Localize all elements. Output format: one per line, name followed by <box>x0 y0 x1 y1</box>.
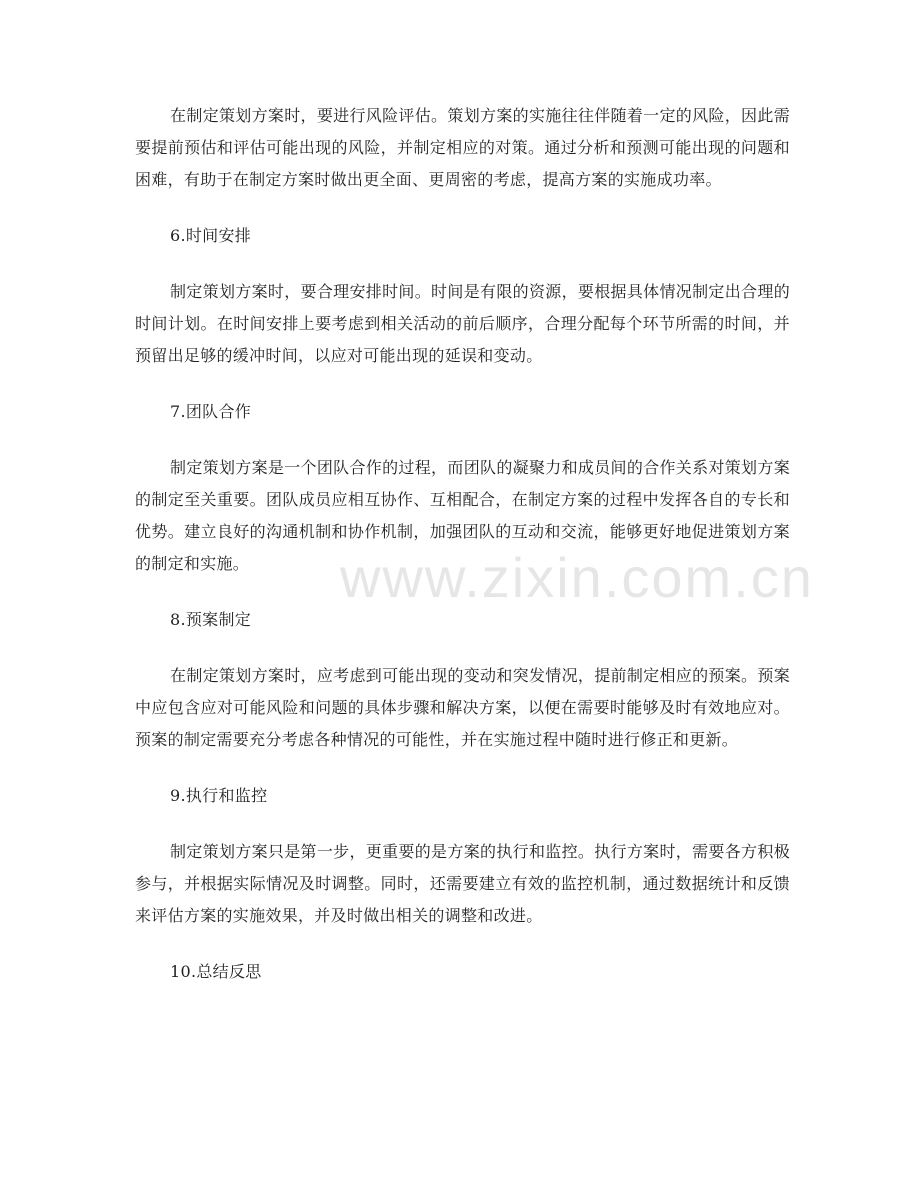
paragraph-time-schedule: 制定策划方案时，要合理安排时间。时间是有限的资源，要根据具体情况制定出合理的时间计划。在时间安排上要考虑到相关活动的前后顺序，合理分配每个环节所需的时间，并预留出足够的缓冲时间，以应对可能出现的延误和变动。 <box>135 282 790 365</box>
heading-summary-reflection: 10.总结反思 <box>170 962 262 981</box>
heading-execution-monitoring: 9.执行和监控 <box>170 786 268 805</box>
document-body <box>135 100 790 1012</box>
paragraph-contingency-plan: 在制定策划方案时，应考虑到可能出现的变动和突发情况，提前制定相应的预案。预案中应包含应对可能风险和问题的具体步骤和解决方案，以便在需要时能够及时有效地应对。预案的制定需要充分考虑各种情况的可能性，并在实施过程中随时进行修正和更新。 <box>135 666 790 749</box>
paragraph-execution-monitoring: 制定策划方案只是第一步，更重要的是方案的执行和监控。执行方案时，需要各方积极参与，并根据实际情况及时调整。同时，还需要建立有效的监控机制，通过数据统计和反馈来评估方案的实施效果，并及时做出相关的调整和改进。 <box>135 842 790 925</box>
heading-time-schedule: 6.时间安排 <box>170 226 252 245</box>
paragraph-teamwork: 制定策划方案是一个团队合作的过程，而团队的凝聚力和成员间的合作关系对策划方案的制定至关重要。团队成员应相互协作、互相配合，在制定方案的过程中发挥各自的专长和优势。建立良好的沟通机制和协作机制，加强团队的互动和交流，能够更好地促进策划方案的制定和实施。 <box>135 458 790 573</box>
paragraph-risk-assessment: 在制定策划方案时，要进行风险评估。策划方案的实施往往伴随着一定的风险，因此需要提前预估和评估可能出现的风险，并制定相应的对策。通过分析和预测可能出现的问题和困难，有助于在制定方案时做出更全面、更周密的考虑，提高方案的实施成功率。 <box>135 106 790 189</box>
heading-contingency-plan: 8.预案制定 <box>170 610 252 629</box>
watermark: www.zixin.com.cn <box>340 546 814 609</box>
heading-teamwork: 7.团队合作 <box>170 402 252 421</box>
